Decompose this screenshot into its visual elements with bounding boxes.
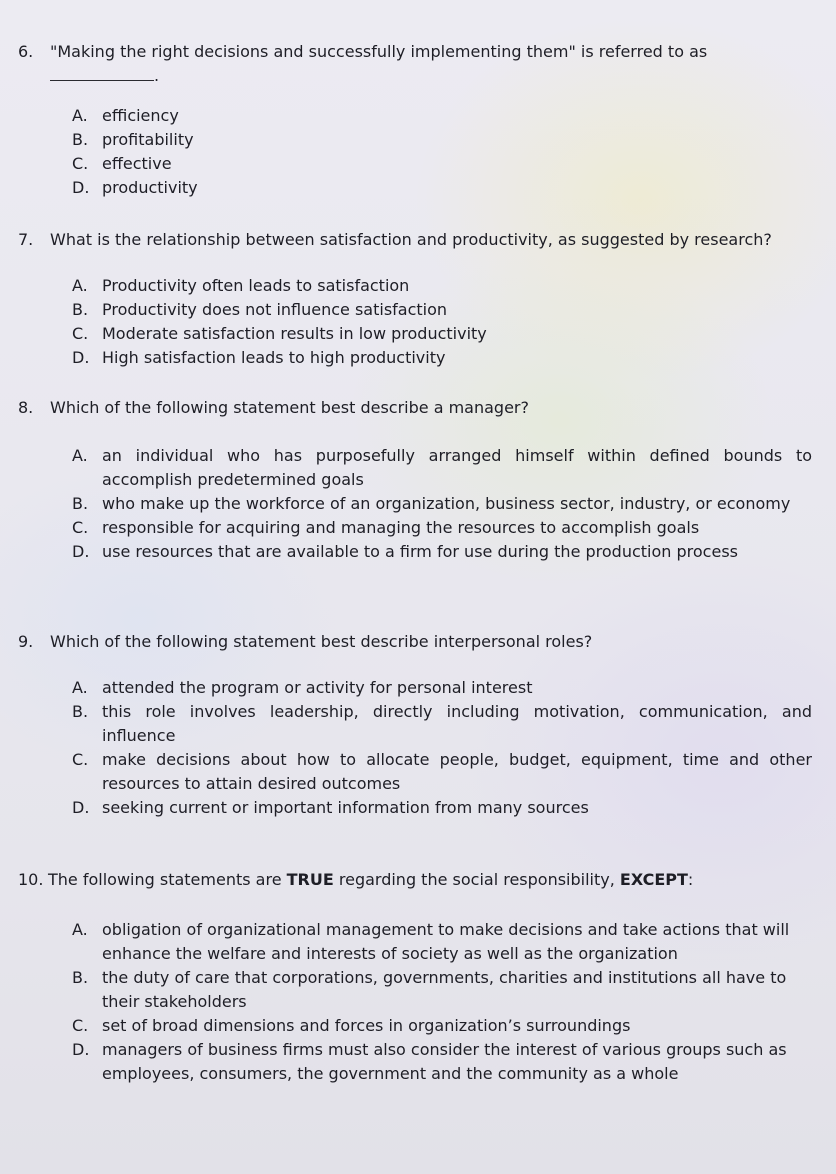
option-text: productivity [102, 178, 198, 197]
question-number: 7. [18, 230, 34, 249]
question-emphasis-true: TRUE [286, 870, 334, 889]
option-d [72, 346, 812, 370]
option-d [72, 540, 812, 564]
option-text: seeking current or important information from many sources [102, 798, 589, 817]
option-text: efficiency [102, 106, 179, 125]
option-text: effective [102, 154, 172, 173]
question-number: 10. [18, 870, 44, 889]
option-letter: B. [72, 968, 89, 987]
question-text [50, 40, 812, 64]
option-a [72, 444, 812, 492]
option-text: Productivity does not influence satisfaction [102, 300, 448, 319]
option-letter: D. [72, 1040, 90, 1059]
option-b [72, 966, 812, 1014]
option-letter: C. [72, 1016, 89, 1035]
option-c [72, 152, 812, 176]
option-b [72, 700, 812, 748]
question-text-part: regarding the social responsibility, [333, 870, 620, 889]
question-10 [18, 868, 812, 1086]
question-text [48, 868, 812, 892]
question-number: 8. [18, 398, 34, 417]
question-text: Which of the following statement best describe a manager? [50, 398, 529, 417]
option-text: responsible for acquiring and managing the resources to accomplish goals [102, 518, 700, 537]
option-letter: B. [72, 494, 89, 513]
option-text: the duty of care that corporations, governments, charities and institutions all have to their stakeholders [102, 968, 787, 1011]
option-a [72, 676, 812, 700]
option-text: managers of business firms must also consider the interest of various groups such as employees, consumers, the government and the community as a whole [102, 1040, 787, 1083]
question-8 [18, 396, 812, 564]
option-c [72, 516, 812, 540]
option-a [72, 104, 812, 128]
option-text: make decisions about how to allocate people, budget, equipment, time and other resources to attain desired outcomes [102, 750, 812, 793]
option-list [18, 104, 812, 200]
option-text: who make up the workforce of an organization, business sector, industry, or economy [102, 494, 791, 513]
option-letter: C. [72, 324, 89, 343]
question-7 [18, 228, 812, 370]
option-a [72, 918, 812, 966]
option-text: attended the program or activity for personal interest [102, 678, 533, 697]
option-text: obligation of organizational management to make decisions and take actions that will enhance the welfare and interests of society as well as the organization [102, 920, 790, 963]
question-text: Which of the following statement best describe interpersonal roles? [50, 632, 593, 651]
option-d [72, 796, 812, 820]
option-a [72, 274, 812, 298]
option-c [72, 1014, 812, 1038]
option-letter: D. [72, 542, 90, 561]
question-text-part: : [687, 870, 694, 889]
option-letter: D. [72, 178, 90, 197]
option-letter: B. [72, 300, 89, 319]
option-text: High satisfaction leads to high productivity [102, 348, 446, 367]
question-text-main: "Making the right decisions and successfully implementing them" is referred to as [50, 42, 708, 61]
option-letter: B. [72, 702, 89, 721]
question-number: 6. [18, 42, 34, 61]
option-b [72, 492, 812, 516]
option-letter: D. [72, 348, 90, 367]
question-number: 9. [18, 632, 34, 651]
option-d [72, 176, 812, 200]
option-letter: A. [72, 446, 88, 465]
question-emphasis-except: EXCEPT [619, 870, 688, 889]
question-6 [18, 40, 812, 200]
option-text: Productivity often leads to satisfaction [102, 276, 410, 295]
answer-blank [50, 66, 154, 81]
option-letter: D. [72, 798, 90, 817]
option-text: an individual who has purposefully arranged himself within defined bounds to accomplish predetermined goals [102, 446, 812, 489]
option-list [18, 444, 812, 564]
option-letter: A. [72, 920, 88, 939]
question-text-part: The following statements are [48, 870, 287, 889]
question-text-end: . [154, 66, 160, 85]
option-text: use resources that are available to a firm for use during the production process [102, 542, 738, 561]
option-b [72, 128, 812, 152]
question-text: What is the relationship between satisfaction and productivity, as suggested by research? [50, 230, 772, 249]
option-letter: A. [72, 678, 88, 697]
option-b [72, 298, 812, 322]
question-9 [18, 630, 812, 820]
option-c [72, 748, 812, 796]
option-letter: C. [72, 154, 89, 173]
option-letter: C. [72, 518, 89, 537]
option-c [72, 322, 812, 346]
option-text: profitability [102, 130, 194, 149]
option-list [18, 274, 812, 370]
option-text: set of broad dimensions and forces in organization’s surroundings [102, 1016, 631, 1035]
option-letter: B. [72, 130, 89, 149]
option-text: Moderate satisfaction results in low productivity [102, 324, 487, 343]
option-letter: C. [72, 750, 89, 769]
option-d [72, 1038, 812, 1086]
option-list [18, 918, 812, 1086]
option-text: this role involves leadership, directly including motivation, communication, and influence [102, 702, 812, 745]
option-letter: A. [72, 276, 88, 295]
option-list [18, 676, 812, 820]
option-letter: A. [72, 106, 88, 125]
